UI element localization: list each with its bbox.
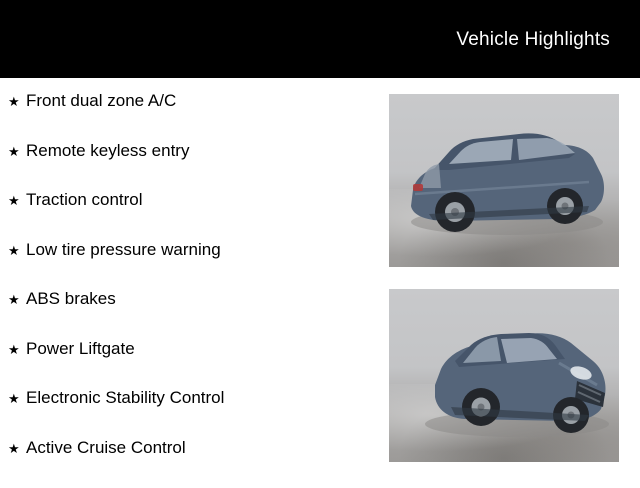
list-item (0, 389, 380, 439)
star-icon: ★ (8, 392, 26, 405)
feature-label: Traction control (26, 191, 143, 208)
feature-label: Power Liftgate (26, 340, 135, 357)
list-item (0, 241, 380, 291)
header-bar (0, 0, 640, 78)
vehicle-illustration-front (389, 289, 619, 462)
feature-label: ABS brakes (26, 290, 116, 307)
star-icon: ★ (8, 442, 26, 455)
vehicle-photo-front (389, 289, 619, 462)
star-icon: ★ (8, 95, 26, 108)
slide-content (0, 78, 640, 480)
star-icon: ★ (8, 343, 26, 356)
star-icon: ★ (8, 145, 26, 158)
list-item (0, 142, 380, 192)
feature-label: Low tire pressure warning (26, 241, 221, 258)
star-icon: ★ (8, 293, 26, 306)
feature-label: Remote keyless entry (26, 142, 189, 159)
list-item (0, 439, 380, 488)
vehicle-highlights-list (0, 92, 380, 488)
vehicle-illustration-rear (389, 94, 619, 267)
list-item (0, 191, 380, 241)
star-icon: ★ (8, 194, 26, 207)
list-item (0, 340, 380, 390)
feature-label: Active Cruise Control (26, 439, 186, 456)
star-icon: ★ (8, 244, 26, 257)
vehicle-photo-rear (389, 94, 619, 267)
page-title: Vehicle Highlights (456, 29, 610, 51)
feature-label: Electronic Stability Control (26, 389, 224, 406)
list-item (0, 290, 380, 340)
feature-label: Front dual zone A/C (26, 92, 176, 109)
list-item (0, 92, 380, 142)
